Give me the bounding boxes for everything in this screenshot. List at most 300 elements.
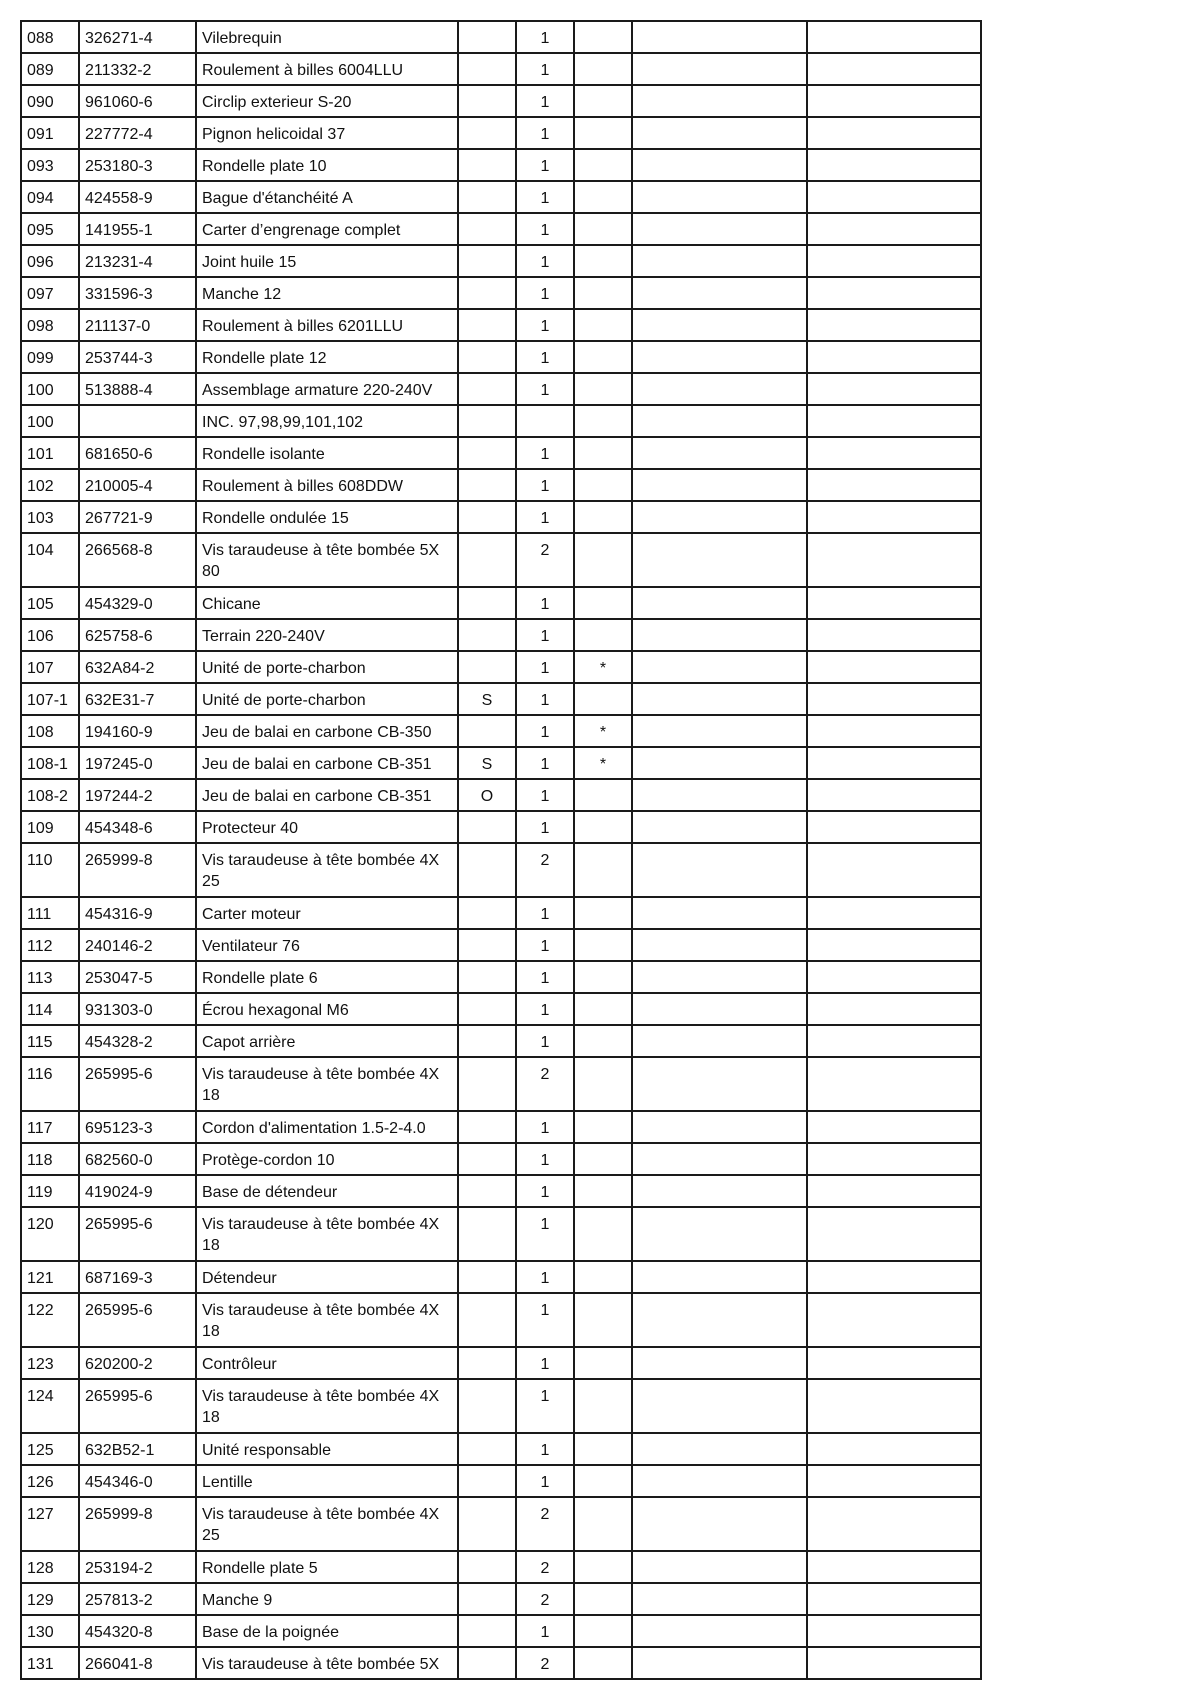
quantity-cell: 1 <box>516 1143 574 1175</box>
quantity-cell: 1 <box>516 619 574 651</box>
quantity-cell: 1 <box>516 117 574 149</box>
item-number-cell: 093 <box>21 149 79 181</box>
part-code-cell: 253744-3 <box>79 341 196 373</box>
table-row <box>21 1175 981 1207</box>
blank-cell <box>632 213 807 245</box>
quantity-cell: 1 <box>516 993 574 1025</box>
mark-cell <box>458 1379 516 1433</box>
note-cell <box>574 309 632 341</box>
blank-cell <box>632 1261 807 1293</box>
blank-cell <box>807 1025 981 1057</box>
part-code-cell: 253180-3 <box>79 149 196 181</box>
note-cell <box>574 1465 632 1497</box>
item-number-cell: 098 <box>21 309 79 341</box>
mark-cell <box>458 277 516 309</box>
item-number-cell: 118 <box>21 1143 79 1175</box>
item-number-cell: 108 <box>21 715 79 747</box>
quantity-cell: 1 <box>516 1379 574 1433</box>
blank-cell <box>632 117 807 149</box>
description-cell: Jeu de balai en carbone CB-351 <box>196 747 458 779</box>
description-cell: Unité de porte-charbon <box>196 683 458 715</box>
mark-cell <box>458 587 516 619</box>
table-row <box>21 117 981 149</box>
quantity-cell: 1 <box>516 683 574 715</box>
item-number-cell: 113 <box>21 961 79 993</box>
item-number-cell: 127 <box>21 1497 79 1551</box>
item-number-cell: 099 <box>21 341 79 373</box>
mark-cell <box>458 1347 516 1379</box>
blank-cell <box>807 1207 981 1261</box>
quantity-cell: 1 <box>516 437 574 469</box>
blank-cell <box>632 245 807 277</box>
table-row <box>21 245 981 277</box>
quantity-cell: 2 <box>516 1583 574 1615</box>
blank-cell <box>807 1143 981 1175</box>
quantity-cell: 1 <box>516 779 574 811</box>
part-code-cell: 687169-3 <box>79 1261 196 1293</box>
note-cell <box>574 469 632 501</box>
table-row <box>21 213 981 245</box>
quantity-cell: 1 <box>516 245 574 277</box>
blank-cell <box>807 21 981 53</box>
table-row <box>21 843 981 897</box>
item-number-cell: 100 <box>21 373 79 405</box>
description-cell: Contrôleur <box>196 1347 458 1379</box>
blank-cell <box>807 117 981 149</box>
table-row <box>21 1615 981 1647</box>
part-code-cell: 454329-0 <box>79 587 196 619</box>
parts-list-page <box>20 20 980 1680</box>
note-cell <box>574 85 632 117</box>
item-number-cell: 106 <box>21 619 79 651</box>
mark-cell <box>458 1143 516 1175</box>
description-cell: Capot arrière <box>196 1025 458 1057</box>
part-code-cell: 454316-9 <box>79 897 196 929</box>
part-code-cell: 211332-2 <box>79 53 196 85</box>
note-cell <box>574 501 632 533</box>
item-number-cell: 128 <box>21 1551 79 1583</box>
item-number-cell: 111 <box>21 897 79 929</box>
quantity-cell: 1 <box>516 213 574 245</box>
table-row <box>21 1143 981 1175</box>
description-cell: Pignon helicoidal 37 <box>196 117 458 149</box>
table-row <box>21 715 981 747</box>
note-cell <box>574 1207 632 1261</box>
item-number-cell: 112 <box>21 929 79 961</box>
part-code-cell: 210005-4 <box>79 469 196 501</box>
table-row <box>21 309 981 341</box>
table-row <box>21 1025 981 1057</box>
item-number-cell: 101 <box>21 437 79 469</box>
blank-cell <box>807 1175 981 1207</box>
mark-cell <box>458 651 516 683</box>
quantity-cell: 1 <box>516 341 574 373</box>
blank-cell <box>807 277 981 309</box>
note-cell <box>574 897 632 929</box>
item-number-cell: 090 <box>21 85 79 117</box>
description-cell: Manche 9 <box>196 1583 458 1615</box>
blank-cell <box>632 993 807 1025</box>
part-code-cell: 211137-0 <box>79 309 196 341</box>
table-row <box>21 437 981 469</box>
part-code-cell: 326271-4 <box>79 21 196 53</box>
note-cell <box>574 587 632 619</box>
description-cell: Écrou hexagonal M6 <box>196 993 458 1025</box>
item-number-cell: 115 <box>21 1025 79 1057</box>
table-row <box>21 341 981 373</box>
part-code-cell: 257813-2 <box>79 1583 196 1615</box>
quantity-cell: 1 <box>516 501 574 533</box>
blank-cell <box>807 747 981 779</box>
blank-cell <box>632 1379 807 1433</box>
description-cell: Détendeur <box>196 1261 458 1293</box>
blank-cell <box>807 993 981 1025</box>
mark-cell: O <box>458 779 516 811</box>
part-code-cell: 265999-8 <box>79 1497 196 1551</box>
blank-cell <box>807 85 981 117</box>
mark-cell <box>458 373 516 405</box>
blank-cell <box>807 501 981 533</box>
part-code-cell: 424558-9 <box>79 181 196 213</box>
note-cell <box>574 1347 632 1379</box>
note-cell <box>574 1057 632 1111</box>
blank-cell <box>632 277 807 309</box>
blank-cell <box>632 1497 807 1551</box>
blank-cell <box>632 53 807 85</box>
blank-cell <box>632 1111 807 1143</box>
item-number-cell: 091 <box>21 117 79 149</box>
note-cell: * <box>574 715 632 747</box>
quantity-cell: 1 <box>516 897 574 929</box>
quantity-cell: 1 <box>516 1261 574 1293</box>
part-code-cell: 265995-6 <box>79 1293 196 1347</box>
item-number-cell: 125 <box>21 1433 79 1465</box>
blank-cell <box>807 811 981 843</box>
blank-cell <box>807 929 981 961</box>
item-number-cell: 094 <box>21 181 79 213</box>
description-cell: Vis taraudeuse à tête bombée 4X 18 <box>196 1293 458 1347</box>
item-number-cell: 103 <box>21 501 79 533</box>
blank-cell <box>632 619 807 651</box>
table-row <box>21 533 981 587</box>
description-cell: Vis taraudeuse à tête bombée 4X 18 <box>196 1379 458 1433</box>
description-cell: Circlip exterieur S-20 <box>196 85 458 117</box>
description-cell: Vis taraudeuse à tête bombée 4X 25 <box>196 843 458 897</box>
table-row <box>21 277 981 309</box>
quantity-cell: 1 <box>516 469 574 501</box>
quantity-cell: 1 <box>516 1615 574 1647</box>
part-code-cell: 253194-2 <box>79 1551 196 1583</box>
part-code-cell: 513888-4 <box>79 373 196 405</box>
note-cell <box>574 53 632 85</box>
description-cell: Bague d'étanchéité A <box>196 181 458 213</box>
description-cell: Jeu de balai en carbone CB-350 <box>196 715 458 747</box>
blank-cell <box>807 619 981 651</box>
blank-cell <box>632 437 807 469</box>
description-cell: Ventilateur 76 <box>196 929 458 961</box>
blank-cell <box>807 843 981 897</box>
table-row <box>21 897 981 929</box>
item-number-cell: 121 <box>21 1261 79 1293</box>
mark-cell <box>458 117 516 149</box>
blank-cell <box>632 1583 807 1615</box>
item-number-cell: 130 <box>21 1615 79 1647</box>
quantity-cell <box>516 405 574 437</box>
table-row <box>21 1583 981 1615</box>
part-code-cell: 265995-6 <box>79 1207 196 1261</box>
note-cell: * <box>574 747 632 779</box>
note-cell <box>574 1293 632 1347</box>
blank-cell <box>807 1465 981 1497</box>
table-row <box>21 587 981 619</box>
blank-cell <box>807 469 981 501</box>
blank-cell <box>807 1583 981 1615</box>
table-row <box>21 779 981 811</box>
description-cell: Vilebrequin <box>196 21 458 53</box>
mark-cell <box>458 149 516 181</box>
mark-cell <box>458 1647 516 1679</box>
table-row <box>21 149 981 181</box>
part-code-cell: 265999-8 <box>79 843 196 897</box>
description-cell: Rondelle plate 12 <box>196 341 458 373</box>
part-code-cell: 197245-0 <box>79 747 196 779</box>
table-row <box>21 1551 981 1583</box>
note-cell <box>574 843 632 897</box>
description-cell: Carter d’engrenage complet <box>196 213 458 245</box>
item-number-cell: 114 <box>21 993 79 1025</box>
item-number-cell: 104 <box>21 533 79 587</box>
blank-cell <box>807 1379 981 1433</box>
part-code-cell: 632A84-2 <box>79 651 196 683</box>
mark-cell <box>458 213 516 245</box>
blank-cell <box>632 1433 807 1465</box>
quantity-cell: 2 <box>516 1497 574 1551</box>
parts-table-body <box>21 21 981 1679</box>
part-code-cell: 620200-2 <box>79 1347 196 1379</box>
note-cell <box>574 533 632 587</box>
table-row <box>21 1465 981 1497</box>
item-number-cell: 110 <box>21 843 79 897</box>
mark-cell <box>458 1175 516 1207</box>
note-cell: * <box>574 651 632 683</box>
item-number-cell: 088 <box>21 21 79 53</box>
part-code-cell: 625758-6 <box>79 619 196 651</box>
quantity-cell: 1 <box>516 21 574 53</box>
note-cell <box>574 21 632 53</box>
blank-cell <box>807 683 981 715</box>
description-cell: Vis taraudeuse à tête bombée 5X <box>196 1647 458 1679</box>
part-code-cell: 681650-6 <box>79 437 196 469</box>
mark-cell <box>458 1583 516 1615</box>
mark-cell <box>458 53 516 85</box>
part-code-cell: 454328-2 <box>79 1025 196 1057</box>
quantity-cell: 1 <box>516 587 574 619</box>
note-cell <box>574 373 632 405</box>
note-cell <box>574 245 632 277</box>
item-number-cell: 126 <box>21 1465 79 1497</box>
mark-cell <box>458 811 516 843</box>
mark-cell <box>458 1057 516 1111</box>
blank-cell <box>632 961 807 993</box>
quantity-cell: 2 <box>516 1057 574 1111</box>
table-row <box>21 1207 981 1261</box>
blank-cell <box>632 341 807 373</box>
table-row <box>21 1433 981 1465</box>
blank-cell <box>632 21 807 53</box>
mark-cell <box>458 1465 516 1497</box>
mark-cell <box>458 341 516 373</box>
quantity-cell: 2 <box>516 1551 574 1583</box>
blank-cell <box>632 897 807 929</box>
part-code-cell: 454320-8 <box>79 1615 196 1647</box>
quantity-cell: 1 <box>516 373 574 405</box>
blank-cell <box>807 309 981 341</box>
description-cell: Rondelle plate 5 <box>196 1551 458 1583</box>
mark-cell <box>458 245 516 277</box>
part-code-cell: 331596-3 <box>79 277 196 309</box>
blank-cell <box>807 1647 981 1679</box>
blank-cell <box>632 1025 807 1057</box>
note-cell <box>574 117 632 149</box>
note-cell <box>574 1261 632 1293</box>
mark-cell <box>458 1111 516 1143</box>
quantity-cell: 1 <box>516 961 574 993</box>
quantity-cell: 1 <box>516 277 574 309</box>
table-row <box>21 373 981 405</box>
blank-cell <box>807 587 981 619</box>
item-number-cell: 119 <box>21 1175 79 1207</box>
blank-cell <box>807 961 981 993</box>
blank-cell <box>807 1347 981 1379</box>
blank-cell <box>632 1551 807 1583</box>
table-row <box>21 1647 981 1679</box>
item-number-cell: 095 <box>21 213 79 245</box>
blank-cell <box>807 533 981 587</box>
blank-cell <box>807 1293 981 1347</box>
part-code-cell: 632E31-7 <box>79 683 196 715</box>
blank-cell <box>632 1647 807 1679</box>
note-cell <box>574 961 632 993</box>
table-row <box>21 619 981 651</box>
mark-cell <box>458 437 516 469</box>
mark-cell <box>458 21 516 53</box>
blank-cell <box>807 779 981 811</box>
quantity-cell: 2 <box>516 1647 574 1679</box>
mark-cell: S <box>458 683 516 715</box>
table-row <box>21 1261 981 1293</box>
mark-cell <box>458 1497 516 1551</box>
blank-cell <box>632 469 807 501</box>
mark-cell <box>458 929 516 961</box>
description-cell: Assemblage armature 220-240V <box>196 373 458 405</box>
item-number-cell: 100 <box>21 405 79 437</box>
blank-cell <box>632 929 807 961</box>
note-cell <box>574 993 632 1025</box>
blank-cell <box>632 587 807 619</box>
blank-cell <box>632 149 807 181</box>
item-number-cell: 108-2 <box>21 779 79 811</box>
description-cell: Roulement à billes 6004LLU <box>196 53 458 85</box>
description-cell: Vis taraudeuse à tête bombée 4X 18 <box>196 1057 458 1111</box>
quantity-cell: 1 <box>516 309 574 341</box>
blank-cell <box>807 1057 981 1111</box>
table-row <box>21 1347 981 1379</box>
blank-cell <box>632 1143 807 1175</box>
table-row <box>21 85 981 117</box>
part-code-cell: 632B52-1 <box>79 1433 196 1465</box>
blank-cell <box>807 245 981 277</box>
mark-cell <box>458 405 516 437</box>
item-number-cell: 108-1 <box>21 747 79 779</box>
blank-cell <box>807 897 981 929</box>
table-row <box>21 181 981 213</box>
blank-cell <box>807 341 981 373</box>
quantity-cell: 1 <box>516 53 574 85</box>
description-cell: Cordon d'alimentation 1.5-2-4.0 <box>196 1111 458 1143</box>
note-cell <box>574 1433 632 1465</box>
note-cell <box>574 213 632 245</box>
quantity-cell: 1 <box>516 1293 574 1347</box>
note-cell <box>574 619 632 651</box>
item-number-cell: 129 <box>21 1583 79 1615</box>
mark-cell: S <box>458 747 516 779</box>
mark-cell <box>458 715 516 747</box>
blank-cell <box>632 651 807 683</box>
quantity-cell: 2 <box>516 533 574 587</box>
part-code-cell: 141955-1 <box>79 213 196 245</box>
description-cell: Lentille <box>196 1465 458 1497</box>
part-code-cell: 682560-0 <box>79 1143 196 1175</box>
blank-cell <box>632 181 807 213</box>
table-row <box>21 501 981 533</box>
parts-table <box>20 20 982 1680</box>
blank-cell <box>632 373 807 405</box>
part-code-cell: 253047-5 <box>79 961 196 993</box>
part-code-cell: 931303-0 <box>79 993 196 1025</box>
mark-cell <box>458 1293 516 1347</box>
mark-cell <box>458 993 516 1025</box>
quantity-cell: 1 <box>516 929 574 961</box>
part-code-cell: 266041-8 <box>79 1647 196 1679</box>
note-cell <box>574 341 632 373</box>
note-cell <box>574 1583 632 1615</box>
item-number-cell: 105 <box>21 587 79 619</box>
blank-cell <box>632 501 807 533</box>
item-number-cell: 131 <box>21 1647 79 1679</box>
quantity-cell: 1 <box>516 1111 574 1143</box>
mark-cell <box>458 961 516 993</box>
quantity-cell: 1 <box>516 1347 574 1379</box>
quantity-cell: 1 <box>516 1465 574 1497</box>
part-code-cell: 266568-8 <box>79 533 196 587</box>
quantity-cell: 1 <box>516 85 574 117</box>
blank-cell <box>632 683 807 715</box>
blank-cell <box>807 1433 981 1465</box>
blank-cell <box>807 437 981 469</box>
description-cell: Rondelle plate 10 <box>196 149 458 181</box>
description-cell: Rondelle ondulée 15 <box>196 501 458 533</box>
mark-cell <box>458 1025 516 1057</box>
note-cell <box>574 929 632 961</box>
blank-cell <box>632 811 807 843</box>
description-cell: Unité de porte-charbon <box>196 651 458 683</box>
note-cell <box>574 277 632 309</box>
mark-cell <box>458 897 516 929</box>
description-cell: Protège-cordon 10 <box>196 1143 458 1175</box>
description-cell: Carter moteur <box>196 897 458 929</box>
blank-cell <box>807 149 981 181</box>
mark-cell <box>458 181 516 213</box>
